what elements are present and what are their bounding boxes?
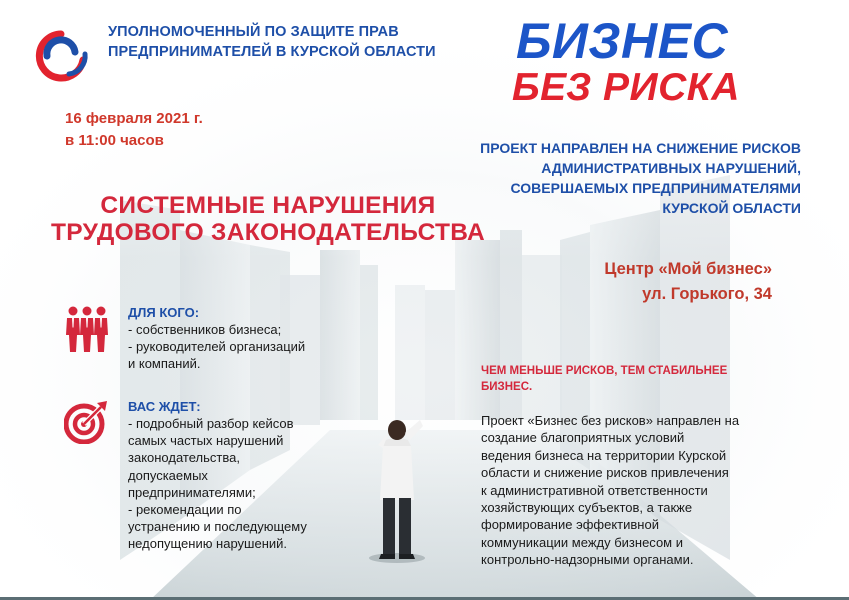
organization-name [108, 22, 468, 62]
organization-line: УПОЛНОМОЧЕННЫЙ ПО ЗАЩИТЕ ПРАВ [108, 24, 399, 40]
slogan [481, 363, 781, 395]
people-group-icon [64, 305, 110, 353]
about-line: хозяйствующих субъектов, а также [481, 500, 693, 516]
list-item: законодательства, [128, 450, 240, 466]
agenda-title: ВАС ЖДЕТ: [128, 399, 201, 414]
venue-address: ул. Горького, 34 [642, 285, 772, 303]
agenda-list [128, 415, 307, 553]
project-about [481, 412, 801, 569]
project-line: ПРОЕКТ НАПРАВЛЕН НА СНИЖЕНИЕ РИСКОВ [480, 140, 801, 156]
list-item: допускаемых [128, 467, 208, 483]
about-line: ведения бизнеса на территории Курской [481, 447, 727, 463]
project-line: АДМИНИСТРАТИВНЫХ НАРУШЕНИЙ, [541, 160, 801, 176]
slogan-line: БИЗНЕС. [481, 381, 533, 393]
about-line: области и снижение рисков привлечения [481, 465, 729, 481]
about-line: формирование эффективной [481, 517, 659, 533]
list-item: и компаний. [128, 356, 201, 372]
list-item: - подробный разбор кейсов [128, 416, 294, 431]
list-item: - собственников бизнеса; [128, 322, 282, 337]
venue-name: Центр «Мой бизнес» [604, 260, 772, 278]
brand-title-line2: БЕЗ РИСКА [512, 66, 740, 109]
about-line: коммуникации между бизнесом и [481, 534, 683, 550]
event-date: 16 февраля 2021 г. [65, 110, 203, 127]
topic-line: СИСТЕМНЫЕ НАРУШЕНИЯ [100, 192, 436, 219]
brand-title-line1: БИЗНЕС [516, 13, 729, 69]
project-line: СОВЕРШАЕМЫХ ПРЕДПРИНИМАТЕЛЯМИ [510, 180, 801, 196]
project-line: КУРСКОЙ ОБЛАСТИ [662, 200, 801, 216]
ombudsman-logo [33, 30, 89, 82]
about-line: контрольно-надзорными органами. [481, 552, 694, 568]
seminar-topic [33, 192, 503, 246]
topic-line: ТРУДОВОГО ЗАКОНОДАТЕЛЬСТВА [51, 219, 485, 246]
about-line: создание благоприятных условий [481, 430, 685, 446]
audience-list [128, 321, 305, 373]
audience-title: ДЛЯ КОГО: [128, 305, 200, 320]
list-item: самых частых нарушений [128, 433, 284, 449]
slogan-line: ЧЕМ МЕНЬШЕ РИСКОВ, ТЕМ СТАБИЛЬНЕЕ [481, 365, 728, 377]
list-item: устранению и последующему [128, 519, 307, 535]
list-item: недопущению нарушений. [128, 536, 288, 552]
event-time: в 11:00 часов [65, 132, 164, 149]
list-item: - рекомендации по [128, 502, 242, 518]
about-line: Проект «Бизнес без рисков» направлен на [481, 413, 740, 428]
target-arrow-icon [64, 400, 108, 444]
list-item: - руководителей организаций [128, 339, 306, 355]
organization-line: ПРЕДПРИНИМАТЕЛЕЙ В КУРСКОЙ ОБЛАСТИ [108, 44, 436, 60]
about-line: к административной ответственности [481, 482, 708, 498]
list-item: предпринимателями; [128, 484, 256, 500]
venue [604, 257, 772, 307]
